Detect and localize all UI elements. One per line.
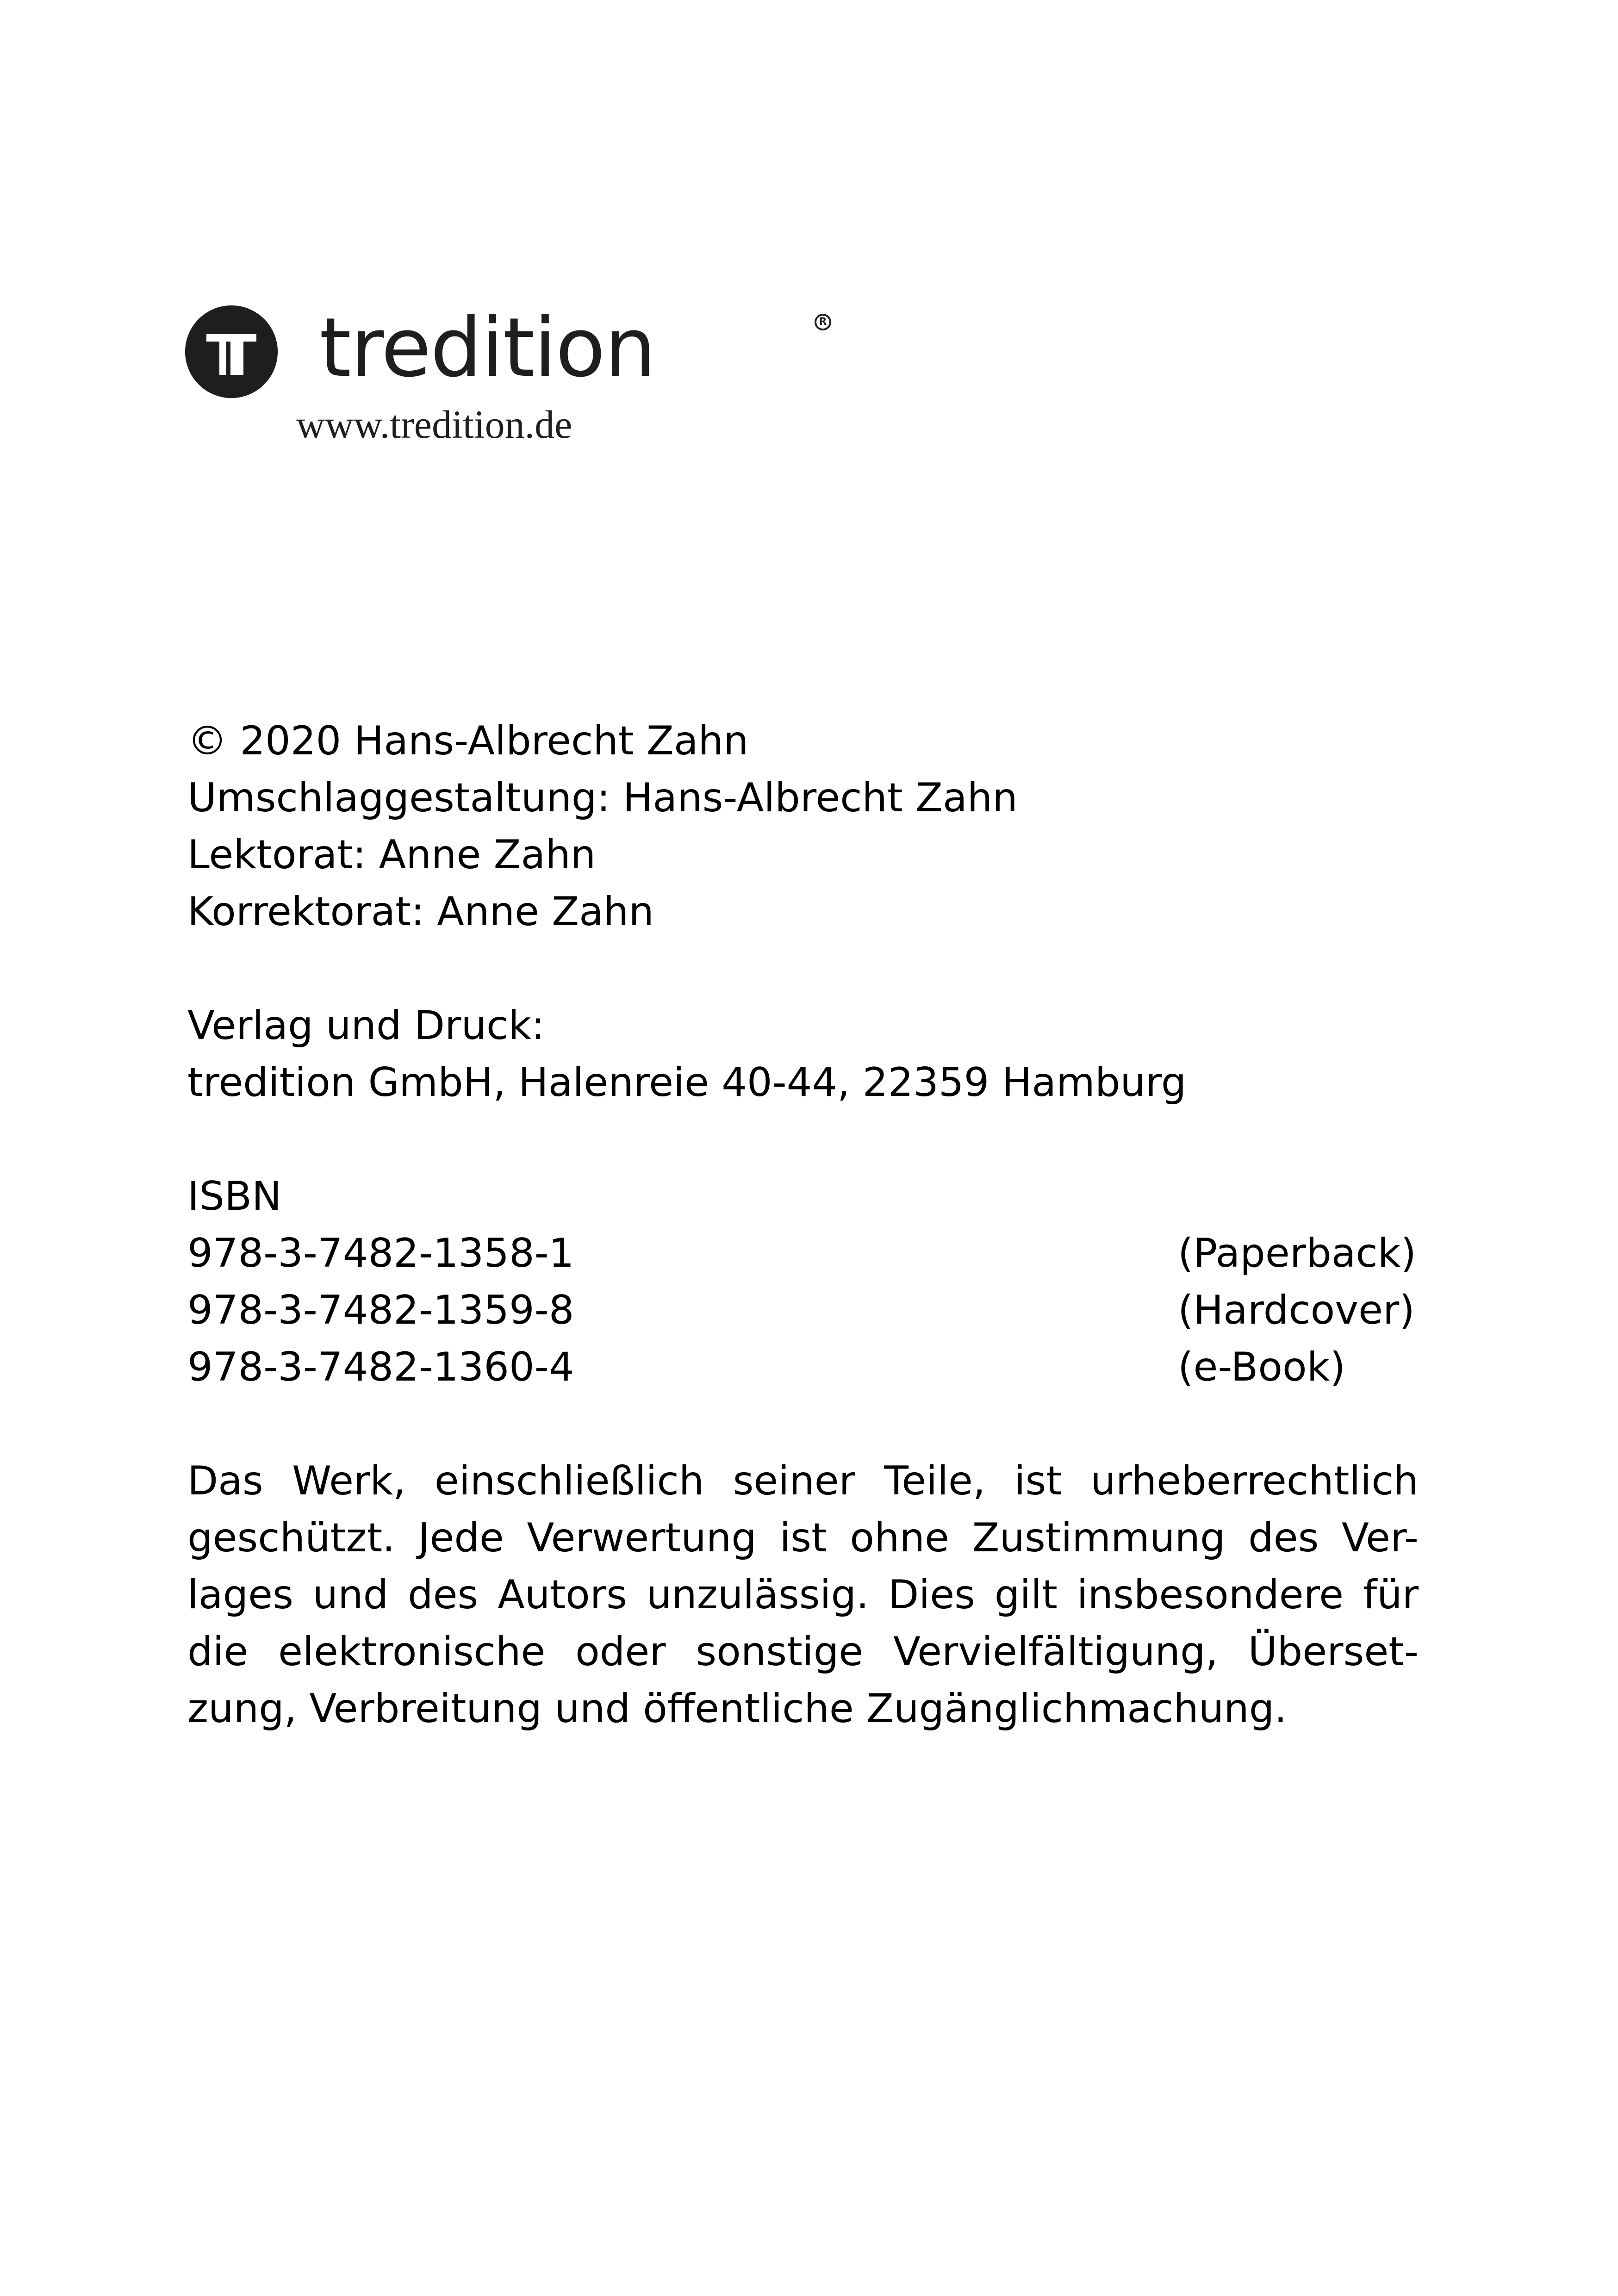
isbn-label: ISBN xyxy=(187,1173,282,1220)
isbn-number: 978-3-7482-1360-4 xyxy=(187,1344,574,1390)
notice-line: geschützt. Jede Verwertung ist ohne Zustimmung des Ver- xyxy=(187,1515,1419,1561)
isbn-number: 978-3-7482-1359-8 xyxy=(187,1287,574,1333)
publisher-logo xyxy=(185,300,827,454)
notice-line: Das Werk, einschließlich seiner Teile, ist urheberrechtlich xyxy=(187,1458,1419,1504)
copyright-notice xyxy=(187,1453,1419,1737)
cover-design-line: Umschlaggestaltung: Hans-Albrecht Zahn xyxy=(187,775,1018,821)
publisher-address: tredition GmbH, Halenreie 40-44, 22359 Hamburg xyxy=(187,1059,1187,1106)
isbn-format: (Hardcover) xyxy=(1178,1287,1415,1333)
spacer xyxy=(187,1396,1419,1453)
logo-wordmark: tredition xyxy=(319,300,655,395)
isbn-row xyxy=(187,1339,1419,1396)
notice-line: zung, Verbreitung und öffentliche Zugänglichmachung. xyxy=(187,1686,1287,1732)
notice-line: lages und des Autors unzulässig. Dies gilt insbesondere für xyxy=(187,1572,1419,1618)
isbn-number: 978-3-7482-1358-1 xyxy=(187,1230,574,1276)
credits-section xyxy=(187,713,1419,940)
registered-mark: R xyxy=(815,314,831,330)
spacer xyxy=(187,940,1419,997)
isbn-row xyxy=(187,1282,1419,1339)
isbn-format: (e-Book) xyxy=(1178,1344,1346,1390)
proofreading-line: Korrektorat: Anne Zahn xyxy=(187,889,654,935)
editing-line: Lektorat: Anne Zahn xyxy=(187,832,596,878)
publisher-section xyxy=(187,997,1419,1111)
isbn-row xyxy=(187,1225,1419,1282)
spacer xyxy=(187,1111,1419,1168)
isbn-format: (Paperback) xyxy=(1178,1230,1417,1276)
notice-line: die elektronische oder sonstige Vervielfältigung, Überset- xyxy=(187,1629,1419,1675)
logo-url: www.tredition.de xyxy=(296,402,573,447)
copyright-line: © 2020 Hans-Albrecht Zahn xyxy=(187,718,749,764)
isbn-section xyxy=(187,1168,1419,1396)
imprint-block xyxy=(187,713,1419,1737)
tredition-logo-icon xyxy=(185,305,278,398)
publisher-label: Verlag und Druck: xyxy=(187,1002,545,1049)
